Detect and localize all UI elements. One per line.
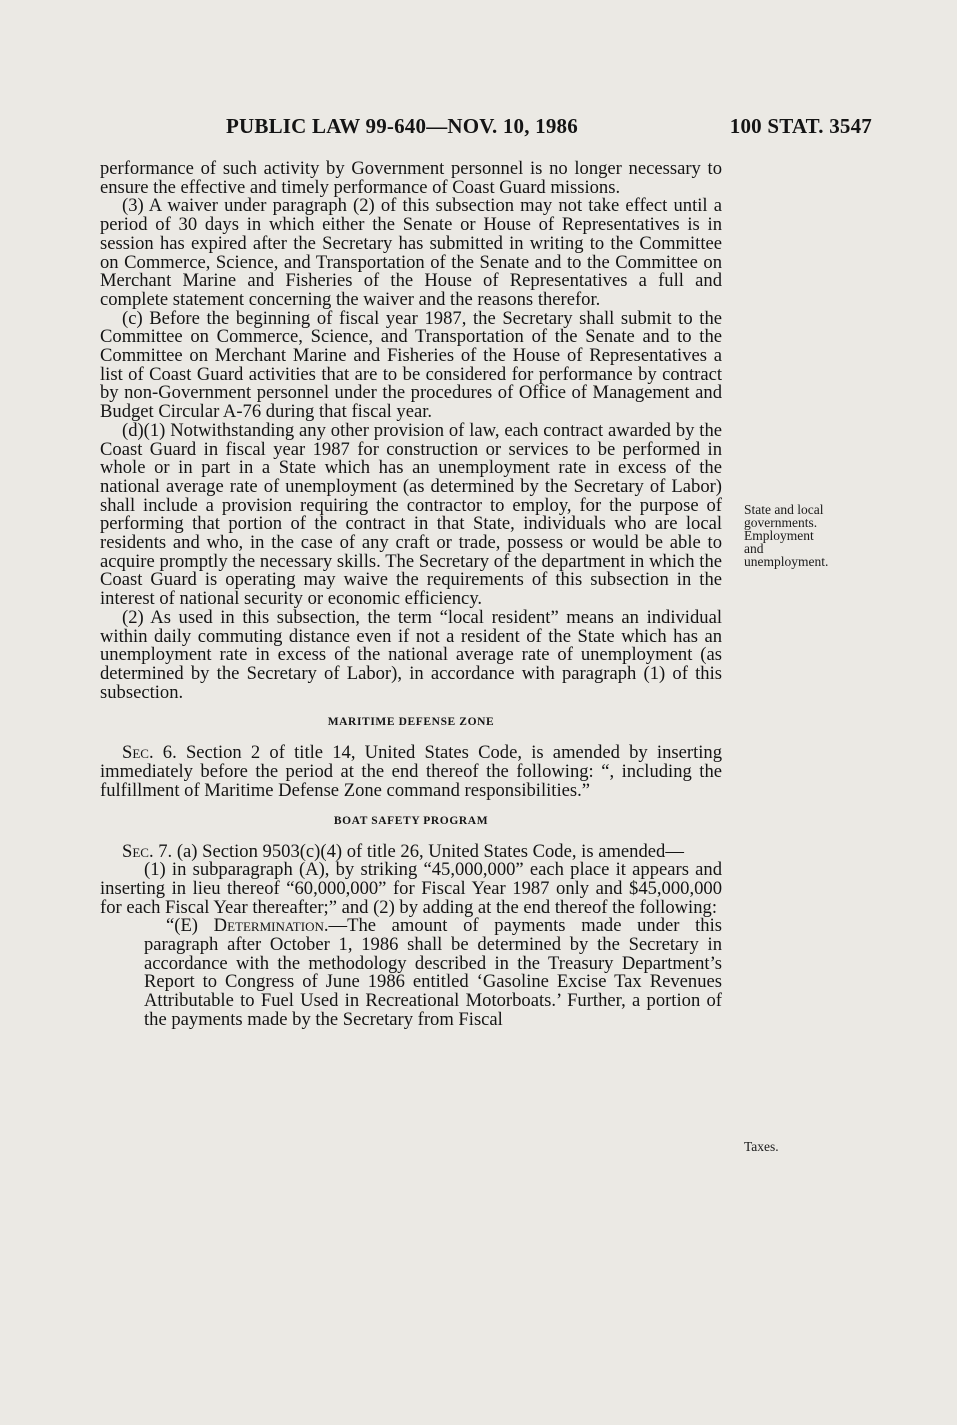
paragraph-c: (c) Before the beginning of fiscal year 1987, the Secretary shall submit to the Committee on Commerce, Science, and Transportation of the Senate and to the Committee on Merchant Marine and Fisheries of the House of Representatives a list of Coast Guard activities that are to be considered for performance by contract by non-Government personnel under the procedures of Office of Management and Budget Circular A-76 during that fiscal year. xyxy=(100,307,722,423)
paragraph-d1: (d)(1) Notwithstanding any other provision of law, each contract awarded by the Coast Guard in fiscal year 1987 for construction or services to be performed in whole or in part in a State which has an unemployment rate in excess of the national average rate of unemployment (as determined by the Secretary of Labor) shall include a provision requiring the contractor to employ, for the purpose of performing that portion of the contract in that State, individuals who are local residents and who, in the case of any craft or trade, possess or would be able to acquire promptly the necessary skills. The Secretary of the department in which the Coast Guard is operating may waive the requirements of this subsection in the interest of national security or economic efficiency. xyxy=(100,419,722,610)
header-stat-citation: 100 STAT. 3547 xyxy=(729,114,872,138)
section-heading-maritime: MARITIME DEFENSE ZONE xyxy=(327,716,495,729)
margin-note-line: Taxes. xyxy=(744,1139,779,1154)
section-7-item-1: (1) in subparagraph (A), by striking “45,000,000” each place it appears and inserting in lieu thereof “60,000,000” for Fiscal Year 1987 only and $45,000,000 for each Fiscal Year thereafter;” and (2) by adding at the end thereof the following: xyxy=(100,859,722,918)
section-7-subpara-e xyxy=(144,917,722,1029)
section-label: Sec xyxy=(122,742,149,764)
margin-note-line: State and local xyxy=(744,502,824,517)
paragraph-b3: (3) A waiver under paragraph (2) of this subsection may not take effect until a period of 30 days in which either the Senate or House of Representatives is in session has expired after the Secretary has submitted in writing to the Committee on Commerce, Science, and Transportation of the Senate and to the Committee on Merchant Marine and Fisheries of the House of Representatives a full and complete statement concerning the waiver and the reasons therefor. xyxy=(100,195,722,310)
margin-note-line: governments. xyxy=(744,515,818,530)
subpara-e-text: .—The amount of payments made under this paragraph after October 1, 1986 shall be determined by the Secretary in accordance with the methodology described in the Treasury Department’s Report to Congress of June 1986 entitled ‘Gasoline Excise Tax Revenues Attributable to Fuel Used in Recreational Motorboats.’ Further, a portion of the payments made by the Secretary from Fiscal xyxy=(144,915,722,1030)
section-6-text: . 6. Section 2 of title 14, United States Code, is amended by inserting immediately before the period at the end thereof the following: “, including the fulfillment of Maritime Defense Zone command responsibilities.” xyxy=(100,742,722,801)
margin-note-line: and xyxy=(744,541,764,556)
header-title: PUBLIC LAW 99-640—NOV. 10, 1986 xyxy=(226,114,578,138)
margin-note-taxes xyxy=(744,1140,864,1153)
paragraph-d2: (2) As used in this subsection, the term “local resident” means an individual within daily commuting distance even if not a resident of the State which has an unemployment rate in excess of the national average rate of unemployment (as determined by the Secretary of Labor), in accordance with paragraph (1) of this subsection. xyxy=(100,606,722,703)
margin-note-state-governments xyxy=(744,503,864,568)
margin-note-line: unemployment. xyxy=(744,554,829,569)
body-text xyxy=(100,160,722,1030)
section-label: Sec xyxy=(122,840,149,862)
subpara-e-label: “(E) Determination xyxy=(166,915,324,937)
margin-note-line: Employment xyxy=(744,528,814,543)
section-heading-boat: BOAT SAFETY PROGRAM xyxy=(333,814,489,827)
section-6 xyxy=(100,744,722,800)
paragraph-continuation: performance of such activity by Government personnel is no longer necessary to ensure the effective and timely performance of Coast Guard missions. xyxy=(100,158,722,198)
section-7-text: . 7. (a) Section 9503(c)(4) of title 26, United States Code, is amended— xyxy=(148,840,684,862)
